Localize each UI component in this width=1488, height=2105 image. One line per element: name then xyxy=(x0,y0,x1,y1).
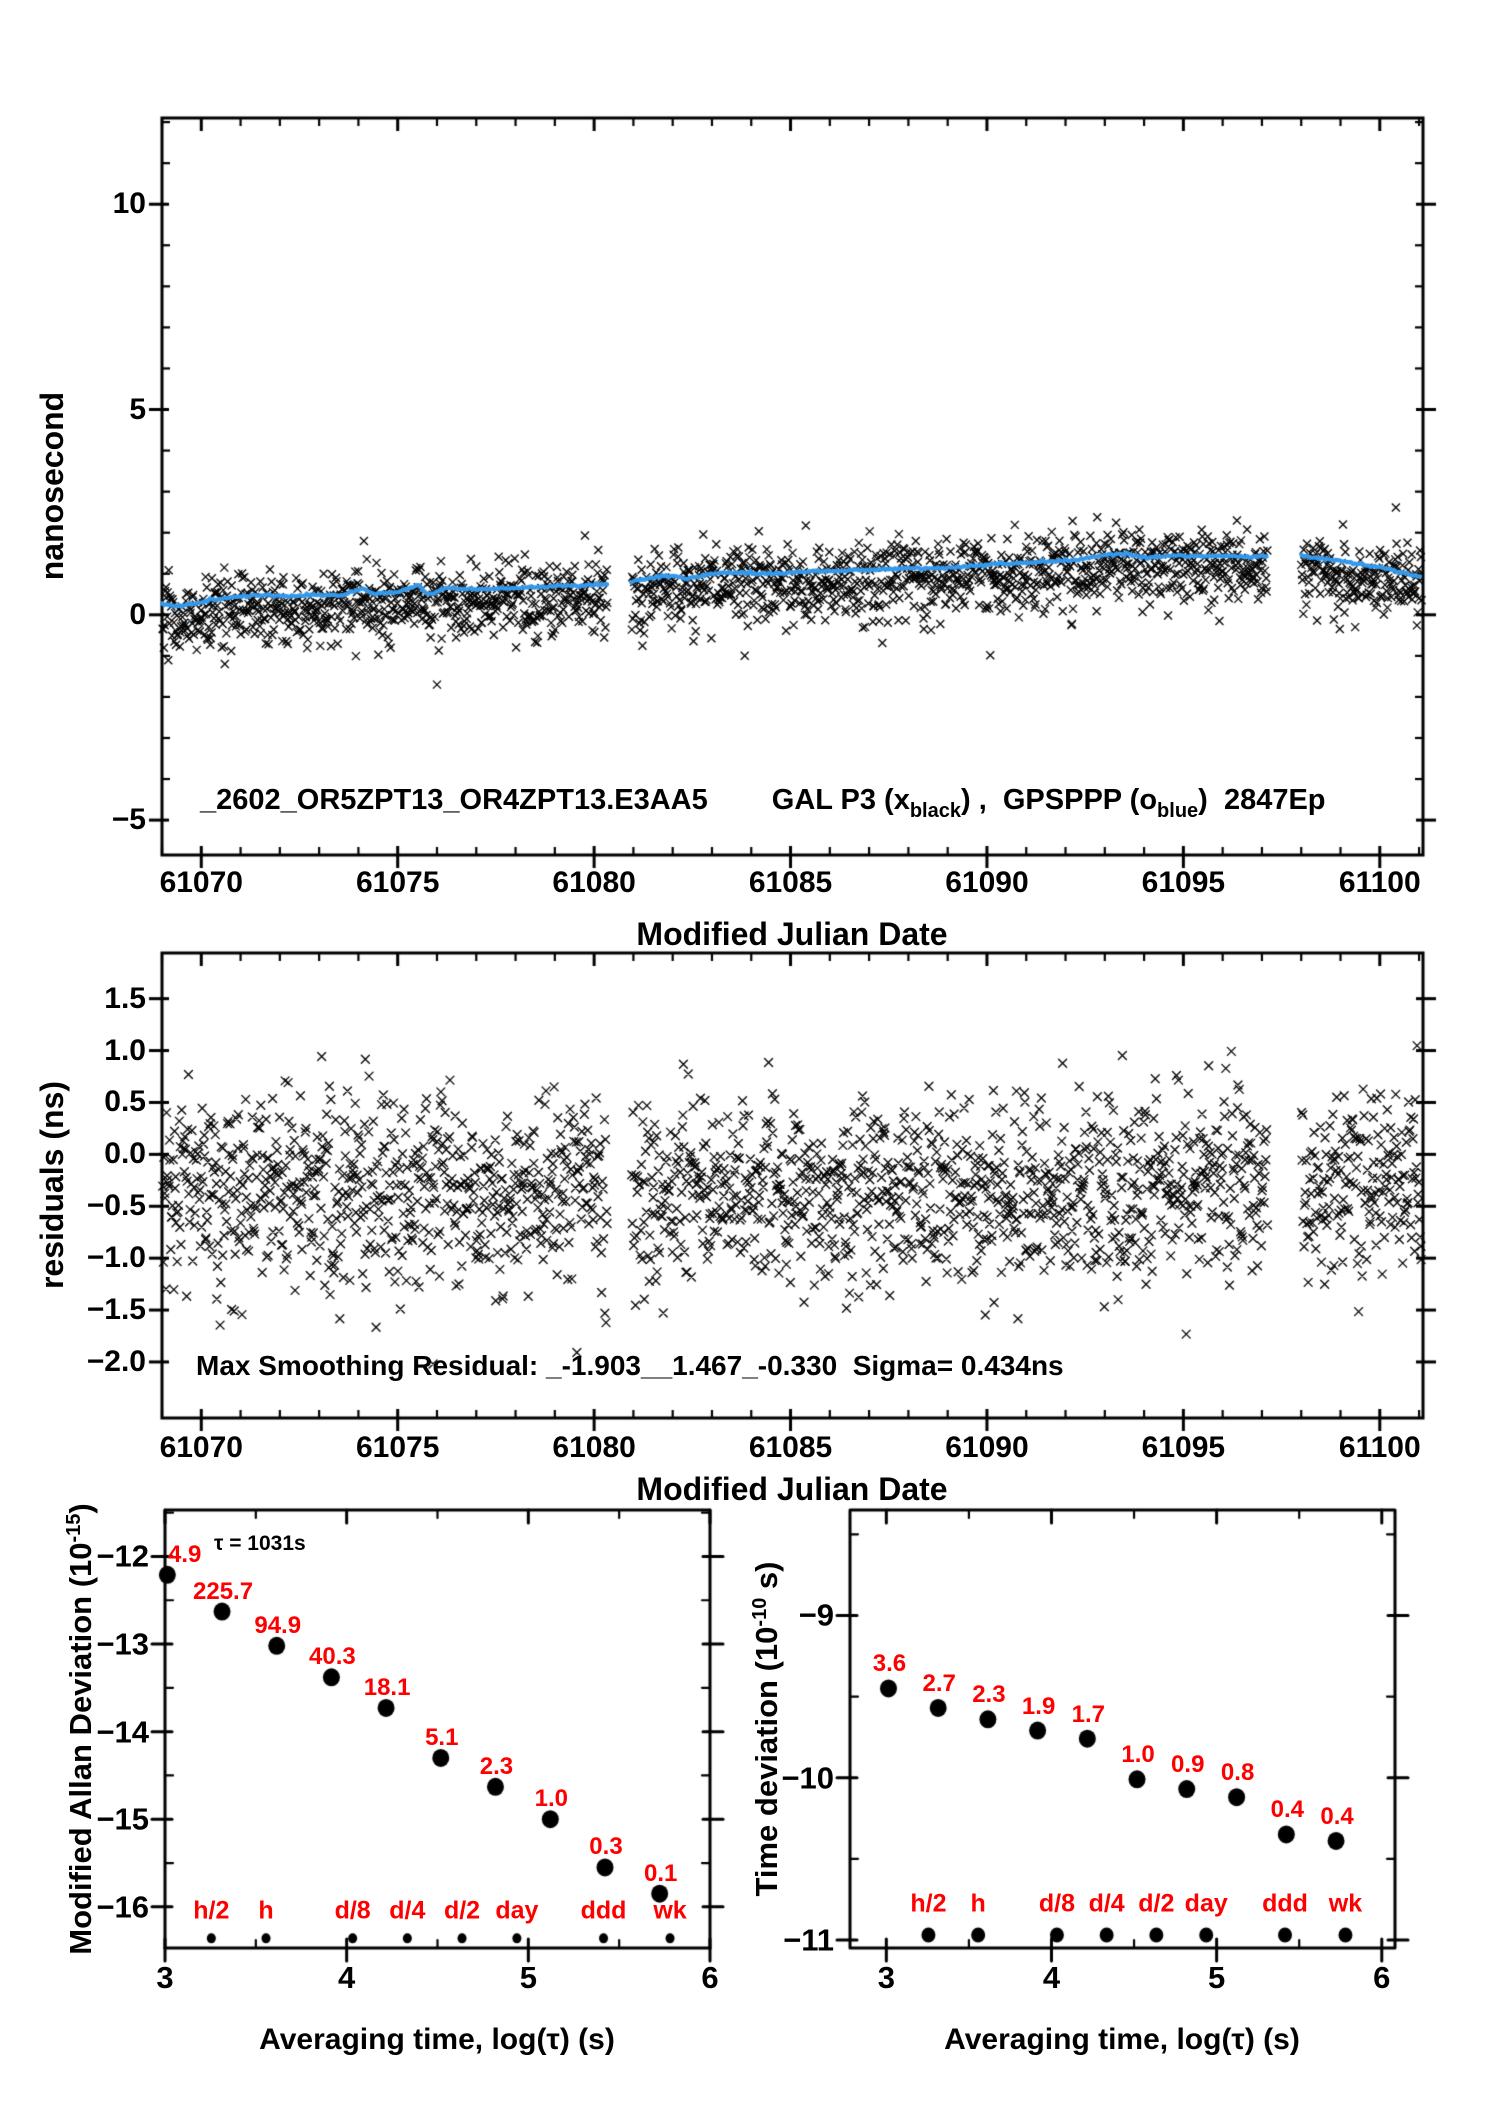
y-tick-label: −13 xyxy=(96,1626,149,1662)
time-scale-label: ddd xyxy=(1262,1889,1308,1918)
x-tick-label: 61095 xyxy=(1141,1431,1226,1464)
y-tick-label: 1.5 xyxy=(104,981,146,1015)
y-tick-label: −14 xyxy=(96,1714,149,1750)
mdev-value-label: 225.7 xyxy=(193,1577,254,1605)
x-tick-label: 61090 xyxy=(945,1431,1029,1464)
mdev-value-label: 4.9 xyxy=(168,1540,202,1568)
tdev-value-label: 3.6 xyxy=(872,1650,907,1678)
x-tick-label: 61100 xyxy=(1338,1431,1421,1464)
tdev-value-label: 0.9 xyxy=(1171,1751,1205,1779)
time-scale-label: d/2 xyxy=(1138,1889,1175,1918)
mdev-value-label: 2.3 xyxy=(479,1752,514,1780)
mdev-ylabel-exponent: -15 xyxy=(63,1513,85,1543)
tdev-value-label: 1.7 xyxy=(1071,1700,1105,1728)
x-tick-label: 6 xyxy=(1373,1960,1391,1995)
mdev-ylabel-text: Modified Allan Deviation (10 xyxy=(63,1542,98,1955)
x-tick-label: 61100 xyxy=(1338,866,1421,899)
x-tick-label: 61085 xyxy=(748,866,833,899)
mdev-value-label: 1.0 xyxy=(534,1785,568,1813)
top-y-axis-label: nanosecond xyxy=(34,391,70,581)
legend-sub-black: black xyxy=(909,800,961,822)
x-tick-label: 61070 xyxy=(159,866,243,899)
time-scale-label: day xyxy=(495,1896,539,1925)
mdev-x-axis-label: Averaging time, log(τ) (s) xyxy=(259,2023,615,2056)
x-tick-label: 61090 xyxy=(945,866,1029,899)
mdev-y-axis-label xyxy=(64,1503,96,1954)
x-tick-label: 3 xyxy=(877,1960,895,1995)
time-scale-label: wk xyxy=(653,1896,687,1925)
mdev-value-label: 0.3 xyxy=(589,1833,623,1861)
time-scale-label: d/4 xyxy=(1088,1889,1125,1918)
mdev-value-label: 40.3 xyxy=(309,1643,356,1671)
tdev-ylabel-exponent: -10 xyxy=(749,1597,771,1627)
y-tick-label: −9 xyxy=(798,1597,834,1633)
x-tick-label: 5 xyxy=(1208,1960,1226,1995)
tdev-value-label: 0.8 xyxy=(1220,1759,1255,1787)
y-tick-label: 10 xyxy=(112,187,146,221)
time-scale-label: wk xyxy=(1328,1889,1363,1918)
tdev-value-label: 0.4 xyxy=(1270,1796,1305,1824)
tau-annotation: τ = 1031s xyxy=(214,1532,306,1555)
x-tick-label: 6 xyxy=(701,1960,719,1995)
legend-sub-blue: blue xyxy=(1157,800,1199,822)
tdev-value-label: 2.3 xyxy=(972,1681,1006,1709)
x-tick-label: 61075 xyxy=(355,1431,440,1464)
y-tick-label: −16 xyxy=(96,1889,149,1925)
mdev-value-label: 0.1 xyxy=(643,1859,678,1887)
time-scale-label: day xyxy=(1184,1889,1228,1918)
y-tick-label: −15 xyxy=(96,1801,149,1837)
y-tick-label: 1.0 xyxy=(104,1033,146,1067)
tdev-value-label: 0.4 xyxy=(1320,1802,1354,1830)
y-tick-label: −1.5 xyxy=(86,1293,146,1327)
tdev-ylabel-close: s) xyxy=(749,1561,784,1598)
y-tick-label: −0.5 xyxy=(86,1189,146,1223)
x-tick-label: 61085 xyxy=(748,1431,833,1464)
x-tick-label: 4 xyxy=(338,1960,356,1995)
tdev-value-label: 2.7 xyxy=(922,1669,956,1697)
time-scale-label: h xyxy=(258,1896,274,1925)
time-scale-label: h/2 xyxy=(910,1889,947,1918)
time-scale-label: d/8 xyxy=(334,1896,371,1925)
time-scale-label: d/8 xyxy=(1038,1889,1075,1918)
x-tick-label: 61075 xyxy=(355,866,440,899)
y-tick-label: 0.5 xyxy=(104,1085,146,1119)
legend-gal-p3: GAL P3 (x xyxy=(771,784,910,816)
residuals-annotation: Max Smoothing Residual: _-1.903__1.467_-0.330 Sigma= 0.434ns xyxy=(196,1350,1064,1381)
top-x-axis-label: Modified Julian Date xyxy=(636,916,948,952)
x-tick-label: 61070 xyxy=(159,1431,243,1464)
mdev-value-label: 5.1 xyxy=(425,1723,459,1751)
y-tick-label: −10 xyxy=(781,1760,834,1796)
y-tick-label: 0.0 xyxy=(104,1137,146,1171)
mdev-ylabel-close: ) xyxy=(63,1503,98,1514)
y-tick-label: −11 xyxy=(783,1922,834,1958)
time-scale-label: ddd xyxy=(580,1896,627,1925)
tdev-y-axis-label xyxy=(750,1562,782,1897)
tdev-x-axis-label: Averaging time, log(τ) (s) xyxy=(944,2023,1300,2056)
time-scale-label: d/4 xyxy=(389,1896,426,1925)
y-tick-label: 5 xyxy=(129,392,146,426)
y-tick-label: −2.0 xyxy=(86,1344,146,1378)
time-scale-label: h xyxy=(970,1889,986,1918)
dataset-id: _2602_OR5ZPT13_OR4ZPT13.E3AA5 xyxy=(200,784,708,816)
residuals-x-axis-label: Modified Julian Date xyxy=(636,1471,948,1507)
tdev-value-label: 1.9 xyxy=(1021,1692,1056,1720)
time-scale-label: h/2 xyxy=(193,1896,230,1925)
tdev-value-label: 1.0 xyxy=(1121,1741,1155,1769)
top-annotation xyxy=(200,786,1326,821)
legend-epoch-count: ) 2847Ep xyxy=(1198,784,1326,816)
y-tick-label: −5 xyxy=(111,803,146,837)
mdev-value-label: 18.1 xyxy=(363,1673,411,1701)
time-scale-label: d/2 xyxy=(443,1896,481,1925)
legend-gpsppp: ) , GPSPPP (o xyxy=(960,784,1158,816)
x-tick-label: 4 xyxy=(1042,1960,1061,1995)
residuals-y-axis-label: residuals (ns) xyxy=(34,1080,70,1290)
y-tick-label: −12 xyxy=(96,1538,149,1574)
y-tick-label: 0 xyxy=(129,597,146,631)
x-tick-label: 61080 xyxy=(552,1431,636,1464)
y-tick-label: −1.0 xyxy=(86,1241,146,1275)
tdev-ylabel-text: Time deviation (10 xyxy=(749,1626,784,1897)
x-tick-label: 3 xyxy=(156,1960,174,1995)
x-tick-label: 5 xyxy=(519,1960,537,1995)
x-tick-label: 61080 xyxy=(552,866,636,899)
x-tick-label: 61095 xyxy=(1141,866,1226,899)
mdev-value-label: 94.9 xyxy=(254,1611,302,1639)
